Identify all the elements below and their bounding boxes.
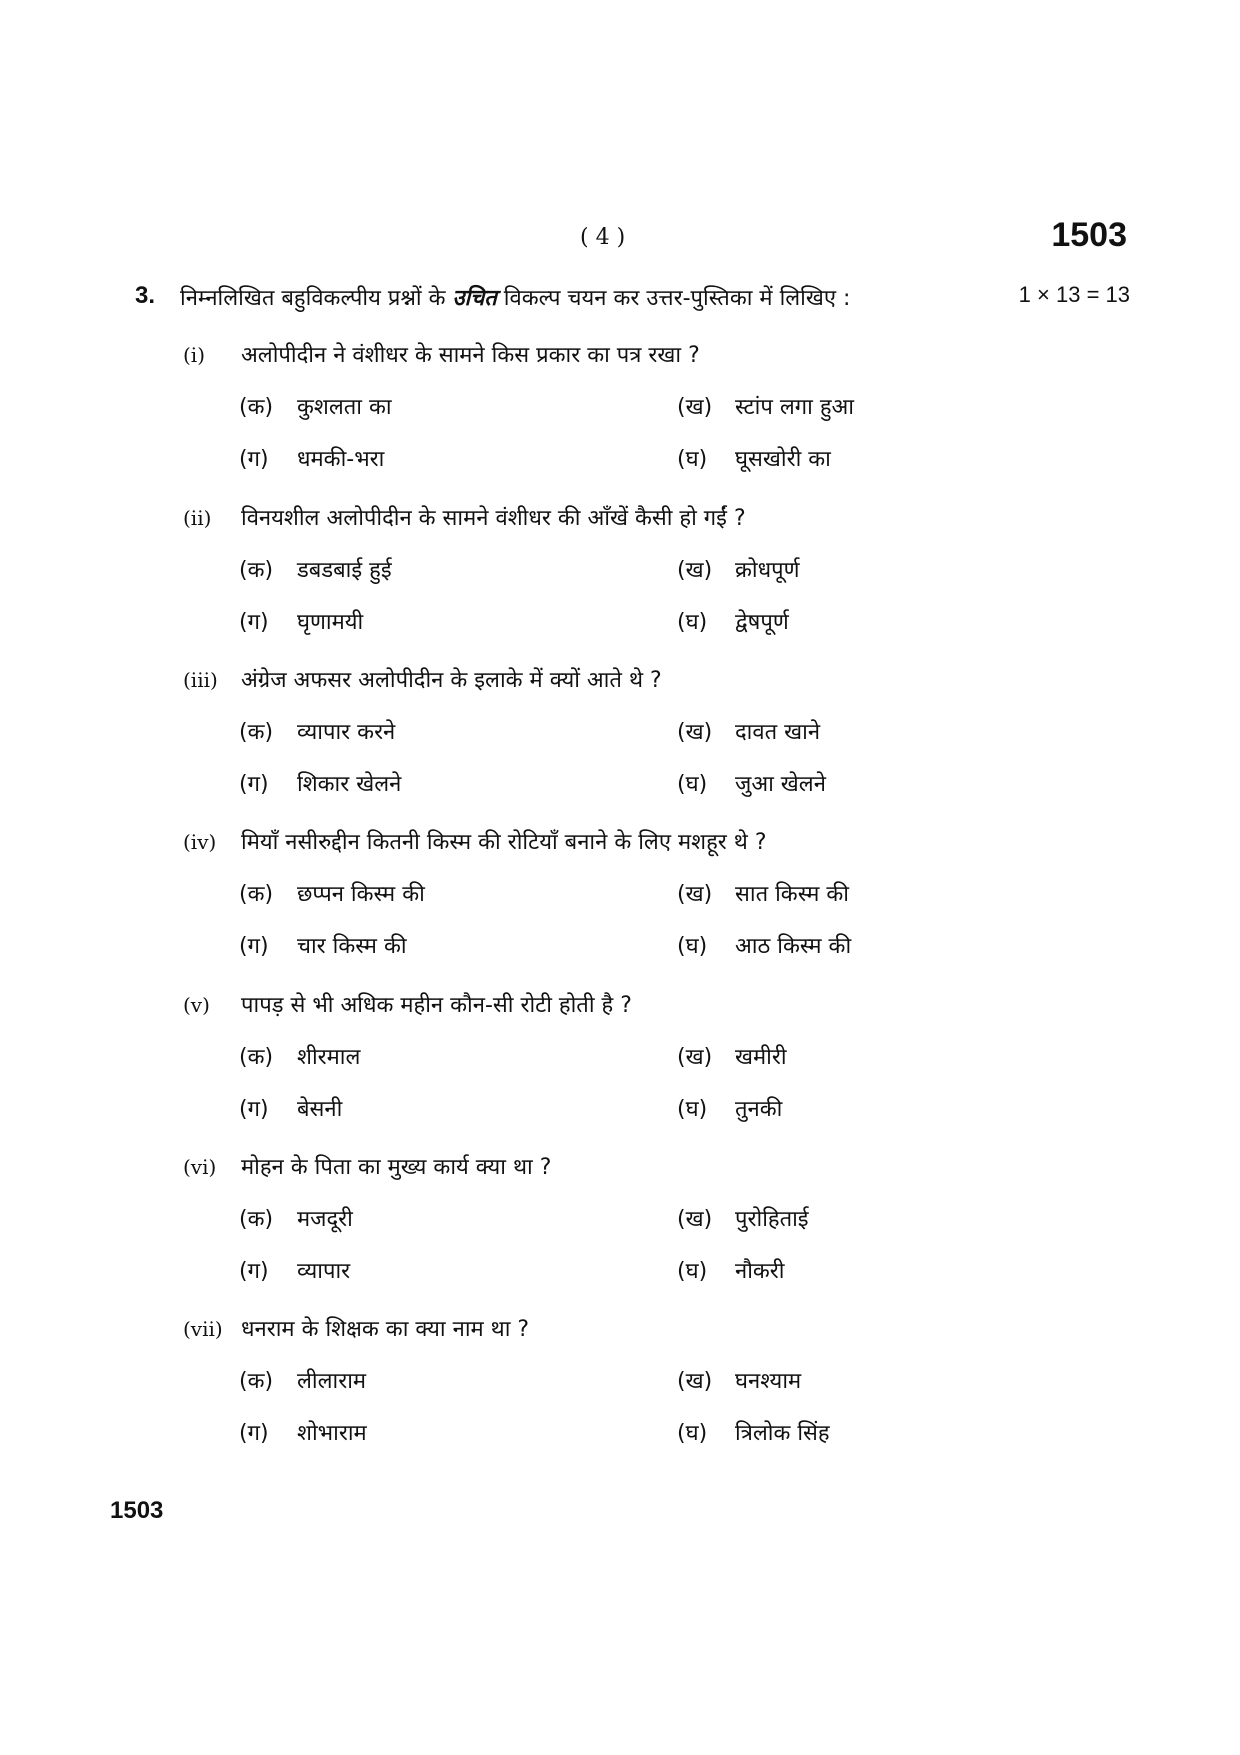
option-label: (क)	[239, 1369, 274, 1394]
option-text: लीलाराम	[297, 1369, 367, 1394]
option-label: (घ)	[677, 934, 708, 959]
subquestion-text: मोहन के पिता का मुख्य कार्य क्या था ?	[241, 1155, 552, 1180]
option-text: चार किस्म की	[297, 934, 407, 959]
option-label: (घ)	[677, 1097, 708, 1122]
option-label: (घ)	[677, 772, 708, 797]
subquestion	[183, 343, 1063, 503]
option-label: (ख)	[677, 1045, 713, 1070]
option-text: खमीरी	[735, 1045, 787, 1070]
option-label: (ख)	[677, 558, 713, 583]
option-text: शीरमाल	[297, 1045, 361, 1070]
option-label: (घ)	[677, 1259, 708, 1284]
option-text: घनश्याम	[735, 1369, 802, 1394]
subquestion-label: (vii)	[183, 1317, 223, 1341]
option-label: (ख)	[677, 882, 713, 907]
subquestion	[183, 993, 1063, 1153]
option-text: डबडबाई हुई	[297, 558, 392, 583]
option-label: (ख)	[677, 720, 713, 745]
option-text: द्वेषपूर्ण	[735, 610, 789, 635]
subquestion-text: विनयशील अलोपीदीन के सामने वंशीधर की आँखें कैसी हो गईं ?	[241, 506, 746, 531]
option-text: व्यापार	[297, 1259, 351, 1284]
option-text: शिकार खेलने	[297, 772, 402, 797]
subquestion	[183, 830, 1063, 990]
option-label: (क)	[239, 1045, 274, 1070]
option-text: जुआ खेलने	[735, 772, 826, 797]
option-label: (ग)	[239, 772, 269, 797]
subquestion-label: (vi)	[183, 1155, 217, 1179]
subquestion-text: पापड़ से भी अधिक महीन कौन-सी रोटी होती है ?	[241, 993, 632, 1018]
option-text: शोभाराम	[297, 1421, 367, 1446]
instruction-text-before: निम्नलिखित बहुविकल्पीय प्रश्नों के	[180, 286, 446, 311]
option-label: (क)	[239, 720, 274, 745]
option-label: (ग)	[239, 1097, 269, 1122]
subquestion-text: धनराम के शिक्षक का क्या नाम था ?	[241, 1317, 530, 1342]
option-text: घृणामयी	[297, 610, 364, 635]
option-label: (ग)	[239, 447, 269, 472]
option-text: नौकरी	[735, 1259, 785, 1284]
option-text: व्यापार करने	[297, 720, 396, 745]
option-text: धमकी-भरा	[297, 447, 385, 472]
option-text: स्टांप लगा हुआ	[735, 395, 854, 420]
option-text: आठ किस्म की	[735, 934, 852, 959]
subquestion-label: (iv)	[183, 830, 217, 854]
footer-paper-code: 1503	[110, 1497, 164, 1524]
option-label: (ग)	[239, 934, 269, 959]
subquestion	[183, 506, 1063, 666]
instruction-emphasis: उचित	[452, 286, 497, 311]
option-text: मजदूरी	[297, 1207, 353, 1232]
option-text: तुनकी	[735, 1097, 783, 1122]
subquestion	[183, 668, 1063, 828]
subquestion	[183, 1317, 1063, 1477]
subquestion-text: अंग्रेज अफसर अलोपीदीन के इलाके में क्यों आते थे ?	[241, 668, 662, 693]
option-text: दावत खाने	[735, 720, 821, 745]
option-label: (घ)	[677, 447, 708, 472]
question-marks: 1 × 13 = 13	[1018, 282, 1130, 307]
subquestion-text: अलोपीदीन ने वंशीधर के सामने किस प्रकार का पत्र रखा ?	[241, 343, 700, 368]
option-label: (क)	[239, 1207, 274, 1232]
question-instruction	[180, 282, 850, 312]
subquestion-label: (ii)	[183, 506, 212, 530]
option-label: (ख)	[677, 1207, 713, 1232]
page-number: ( 4 )	[580, 225, 626, 250]
option-label: (क)	[239, 558, 274, 583]
option-label: (ग)	[239, 1421, 269, 1446]
option-label: (क)	[239, 395, 274, 420]
option-label: (घ)	[677, 610, 708, 635]
option-label: (ख)	[677, 1369, 713, 1394]
subquestion-label: (iii)	[183, 668, 218, 692]
subquestion-label: (v)	[183, 993, 210, 1017]
option-label: (क)	[239, 882, 274, 907]
subquestion	[183, 1155, 1063, 1315]
question-number: 3.	[135, 282, 156, 309]
option-text: क्रोधपूर्ण	[735, 558, 800, 583]
paper-code: 1503	[1051, 216, 1127, 254]
option-label: (ख)	[677, 395, 713, 420]
option-text: पुरोहिताई	[735, 1207, 809, 1232]
option-text: बेसनी	[297, 1097, 343, 1122]
subquestion-label: (i)	[183, 343, 206, 367]
option-text: छप्पन किस्म की	[297, 882, 425, 907]
option-label: (ग)	[239, 610, 269, 635]
option-label: (घ)	[677, 1421, 708, 1446]
option-text: कुशलता का	[297, 395, 392, 420]
subquestion-text: मियाँ नसीरुद्दीन कितनी किस्म की रोटियाँ बनाने के लिए मशहूर थे ?	[241, 830, 767, 855]
option-text: सात किस्म की	[735, 882, 849, 907]
instruction-text-after: विकल्प चयन कर उत्तर-पुस्तिका में लिखिए :	[503, 286, 851, 311]
option-text: घूसखोरी का	[735, 447, 831, 472]
option-text: त्रिलोक सिंह	[735, 1421, 830, 1446]
question-header	[135, 282, 1130, 316]
option-label: (ग)	[239, 1259, 269, 1284]
